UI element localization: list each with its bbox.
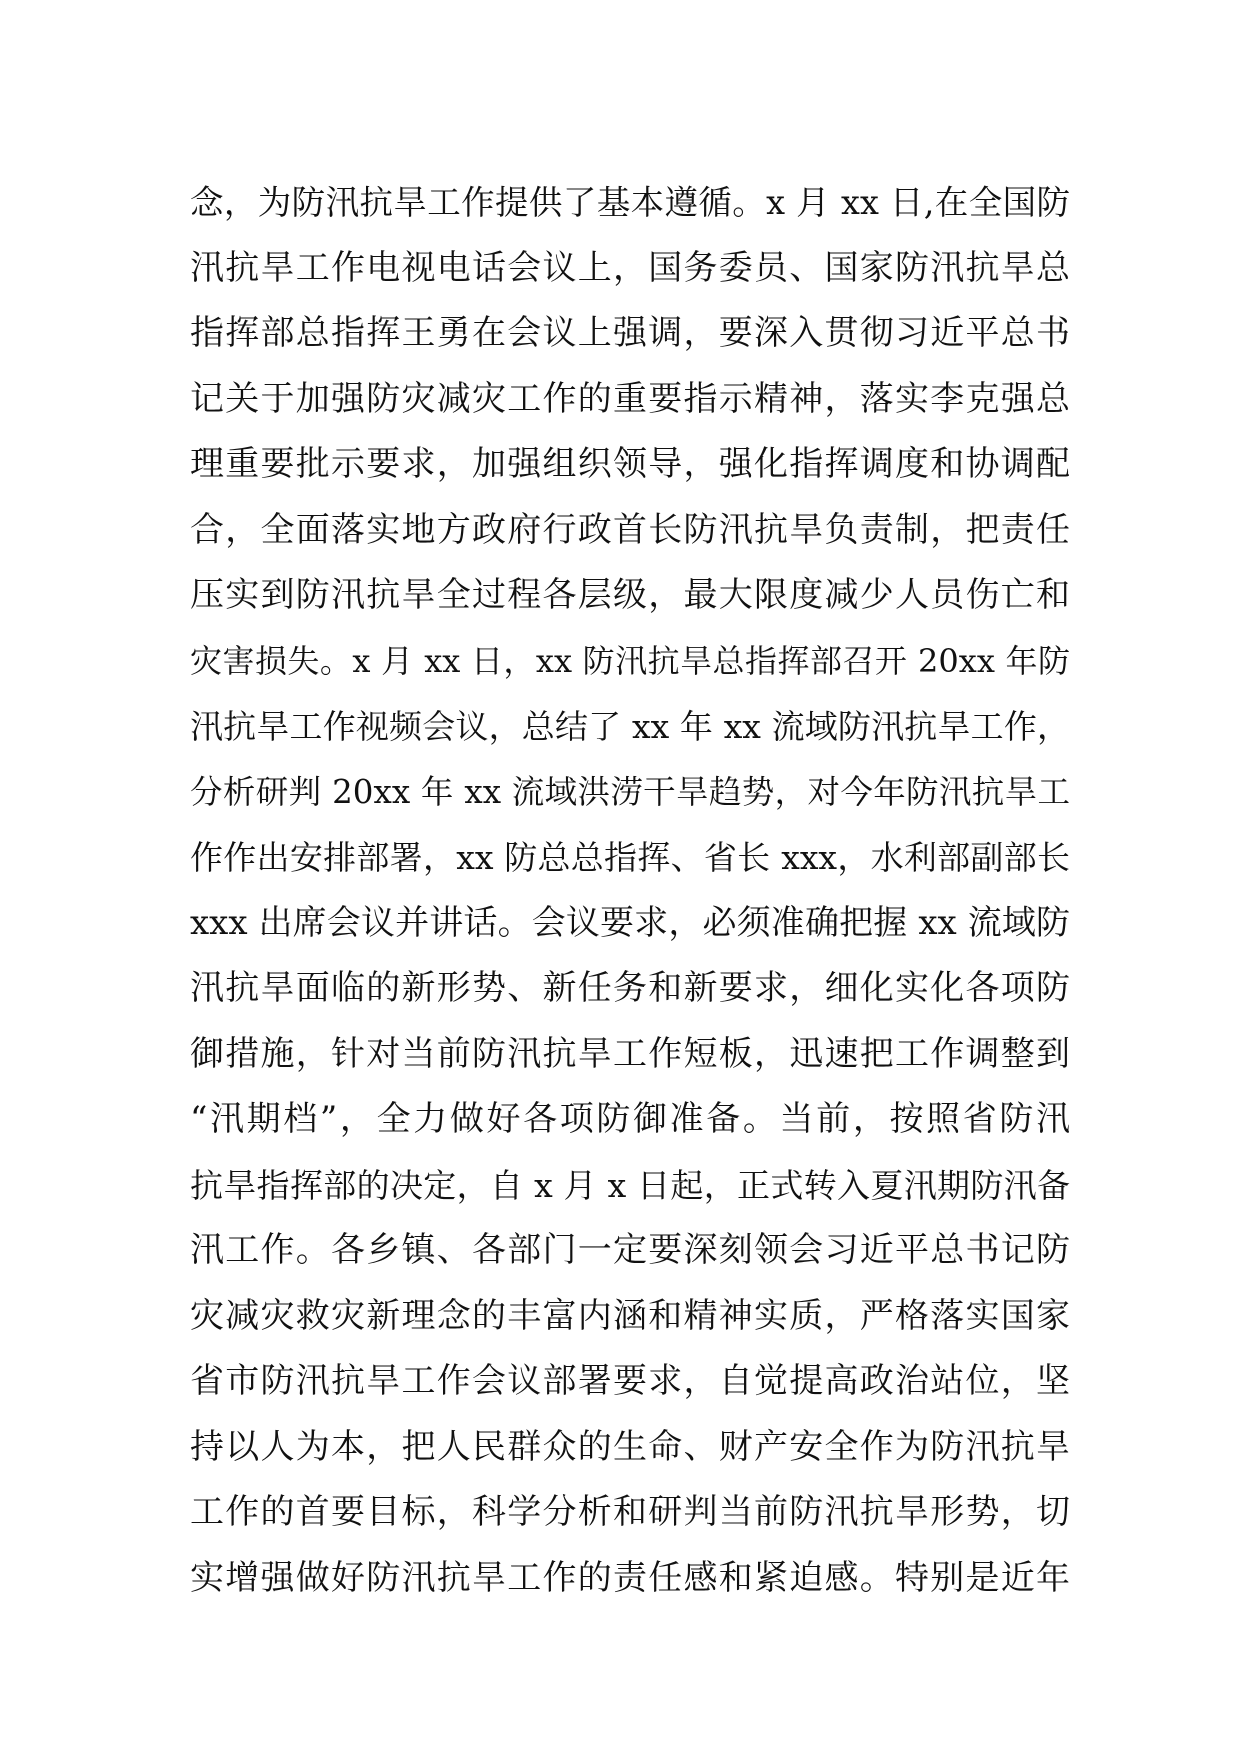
text-line: 汛抗旱工作视频会议，总结了 xx 年 xx 流域防汛抗旱工作， xyxy=(190,707,1070,746)
text-line: 分析研判 20xx 年 xx 流域洪涝干旱趋势，对今年防汛抗旱工 xyxy=(190,772,1070,811)
text-line: 作作出安排部署，xx 防总总指挥、省长 xxx，水利部副部长 xyxy=(190,838,1070,877)
text-line: 汛工作。各乡镇、各部门一定要深刻领会习近平总书记防 xyxy=(190,1230,1070,1270)
text-line: 压实到防汛抗旱全过程各层级，最大限度减少人员伤亡和 xyxy=(190,575,1070,615)
text-line: “汛期档”，全力做好各项防御准备。当前，按照省防汛 xyxy=(190,1099,1070,1139)
text-line: xxx 出席会议并讲话。会议要求，必须准确把握 xx 流域防 xyxy=(190,902,1070,943)
text-line: 合，全面落实地方政府行政首长防汛抗旱负责制，把责任 xyxy=(190,509,1070,550)
text-line: 持以人为本，把人民群众的生命、财产安全作为防汛抗旱 xyxy=(190,1426,1070,1467)
text-line: 念，为防汛抗旱工作提供了基本遵循。x 月 xx 日,在全国防 xyxy=(190,183,1070,222)
text-line: 省市防汛抗旱工作会议部署要求，自觉提高政治站位，坚 xyxy=(190,1361,1070,1401)
text-line: 工作的首要目标，科学分析和研判当前防汛抗旱形势，切 xyxy=(190,1492,1070,1532)
text-line: 实增强做好防汛抗旱工作的责任感和紧迫感。特别是近年 xyxy=(190,1557,1070,1598)
text-line: 抗旱指挥部的决定，自 x 月 x 日起，正式转入夏汛期防汛备 xyxy=(190,1165,1070,1205)
text-line: 理重要批示要求，加强组织领导，强化指挥调度和协调配 xyxy=(190,444,1070,484)
text-line: 灾害损失。x 月 xx 日，xx 防汛抗旱总指挥部召开 20xx 年防 xyxy=(190,641,1070,680)
text-line: 指挥部总指挥王勇在会议上强调，要深入贯彻习近平总书 xyxy=(190,313,1070,353)
text-line: 灾减灾救灾新理念的丰富内涵和精神实质，严格落实国家 xyxy=(190,1295,1070,1336)
body-paragraph xyxy=(190,170,1070,1611)
text-line: 记关于加强防灾减灾工作的重要指示精神，落实李克强总 xyxy=(190,378,1070,419)
text-line: 汛抗旱工作电视电话会议上，国务委员、国家防汛抗旱总 xyxy=(190,247,1070,288)
text-line: 御措施，针对当前防汛抗旱工作短板，迅速把工作调整到 xyxy=(190,1033,1070,1074)
text-line: 汛抗旱面临的新形势、新任务和新要求，细化实化各项防 xyxy=(190,968,1070,1008)
